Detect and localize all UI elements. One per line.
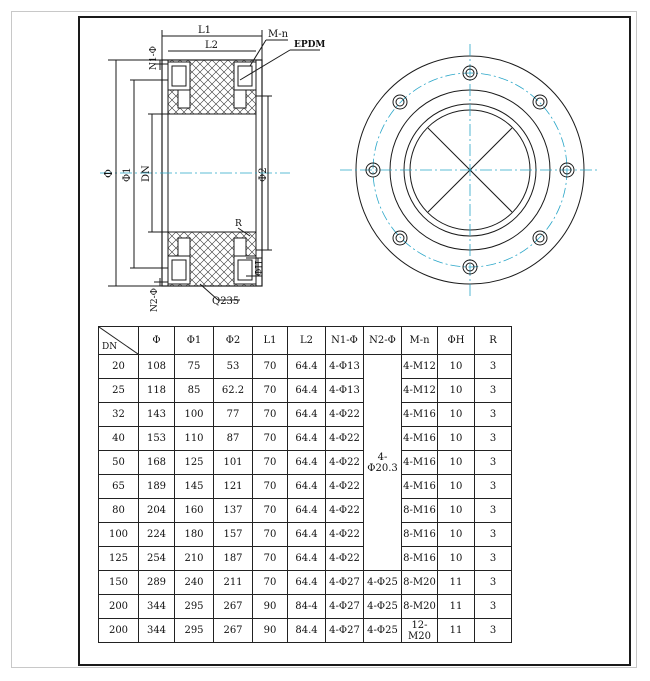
- table-cell: 4-Φ27: [326, 619, 364, 643]
- table-cell: 4-Φ22: [326, 475, 364, 499]
- table-cell: 12-M20: [402, 619, 438, 643]
- table-cell: 100: [175, 403, 214, 427]
- table-cell: 64.4: [288, 451, 326, 475]
- table-row: [99, 475, 512, 499]
- table-cell: 90: [253, 595, 288, 619]
- table-cell: 10: [438, 547, 475, 571]
- table-cell: 3: [475, 355, 512, 379]
- header-mn: M-n: [402, 327, 438, 355]
- table-cell: 200: [99, 619, 139, 643]
- table-cell: 10: [438, 523, 475, 547]
- label-l2: L2: [205, 40, 219, 51]
- spec-table: [98, 326, 512, 643]
- table-cell: 125: [175, 451, 214, 475]
- table-body: [99, 355, 512, 643]
- table-cell: 70: [253, 499, 288, 523]
- table-cell: 4-Φ13: [326, 355, 364, 379]
- label-l1: L1: [198, 25, 212, 36]
- table-cell: 10: [438, 403, 475, 427]
- label-phih: ΦH: [255, 260, 265, 276]
- table-cell: 3: [475, 379, 512, 403]
- table-cell: 70: [253, 475, 288, 499]
- table-cell: 64.4: [288, 475, 326, 499]
- table-cell: 100: [99, 523, 139, 547]
- table-cell: 70: [253, 403, 288, 427]
- table-cell: 10: [438, 451, 475, 475]
- table-cell: 224: [139, 523, 175, 547]
- table-cell: 137: [214, 499, 253, 523]
- table-cell: 87: [214, 427, 253, 451]
- label-phi2: Φ2: [258, 167, 269, 182]
- table-cell: 3: [475, 403, 512, 427]
- table-cell: 4-M12: [402, 379, 438, 403]
- table-cell: 157: [214, 523, 253, 547]
- table-cell: 3: [475, 499, 512, 523]
- end-view: [340, 44, 600, 296]
- table-cell: 4-Φ22: [326, 427, 364, 451]
- table-cell: 189: [139, 475, 175, 499]
- table-cell: 200: [99, 595, 139, 619]
- table-cell: 4-Φ13: [326, 379, 364, 403]
- table-row: [99, 595, 512, 619]
- table-cell: 8-M20: [402, 595, 438, 619]
- header-phih: ΦH: [438, 327, 475, 355]
- table-cell: 64.4: [288, 427, 326, 451]
- header-phi1: Φ1: [175, 327, 214, 355]
- table-cell: 64.4: [288, 547, 326, 571]
- table-cell: 10: [438, 499, 475, 523]
- table-cell: 11: [438, 595, 475, 619]
- table-cell: 62.2: [214, 379, 253, 403]
- table-cell: 108: [139, 355, 175, 379]
- table-row: [99, 523, 512, 547]
- table-cell: 10: [438, 355, 475, 379]
- table-cell: 77: [214, 403, 253, 427]
- table-cell: 84-4: [288, 595, 326, 619]
- table-cell: 125: [99, 547, 139, 571]
- header-l1: L1: [253, 327, 288, 355]
- table-cell: 110: [175, 427, 214, 451]
- table-cell: 267: [214, 619, 253, 643]
- table-cell: 121: [214, 475, 253, 499]
- table-cell: 4-M16: [402, 451, 438, 475]
- table-cell: 4-Φ25: [364, 619, 402, 643]
- table-cell: 65: [99, 475, 139, 499]
- header-n1: N1-Φ: [326, 327, 364, 355]
- table-cell: 10: [438, 427, 475, 451]
- table-cell: 4-Φ22: [326, 403, 364, 427]
- table-cell: 70: [253, 547, 288, 571]
- table-cell: 8-M16: [402, 523, 438, 547]
- table-cell: 3: [475, 595, 512, 619]
- table-cell: 10: [438, 475, 475, 499]
- table-cell: 25: [99, 379, 139, 403]
- table-cell: 344: [139, 619, 175, 643]
- header-l2: L2: [288, 327, 326, 355]
- table-row: [99, 427, 512, 451]
- table-cell: 3: [475, 475, 512, 499]
- table-cell: 11: [438, 571, 475, 595]
- table-cell: 64.4: [288, 355, 326, 379]
- table-row: [99, 451, 512, 475]
- table-cell: 4-M16: [402, 427, 438, 451]
- table-cell: 210: [175, 547, 214, 571]
- table-cell: 64.4: [288, 403, 326, 427]
- table-cell: 267: [214, 595, 253, 619]
- table-cell: 8-M20: [402, 571, 438, 595]
- table-cell: 160: [175, 499, 214, 523]
- label-phi: Φ: [102, 168, 115, 178]
- label-phi1: Φ1: [122, 167, 133, 182]
- table-cell: 4-Φ27: [326, 595, 364, 619]
- table-cell: 3: [475, 427, 512, 451]
- table-cell: 187: [214, 547, 253, 571]
- table-row: [99, 571, 512, 595]
- table-cell: 4-M16: [402, 403, 438, 427]
- table-cell: 4-Φ25: [364, 571, 402, 595]
- table-cell: 4-M16: [402, 475, 438, 499]
- table-cell: 70: [253, 379, 288, 403]
- table-cell: 118: [139, 379, 175, 403]
- header-n2: N2-Φ: [364, 327, 402, 355]
- table-row: [99, 355, 512, 379]
- table-cell: 50: [99, 451, 139, 475]
- table-cell: 3: [475, 571, 512, 595]
- table-cell: 344: [139, 595, 175, 619]
- table-cell: 10: [438, 379, 475, 403]
- table-cell: 295: [175, 619, 214, 643]
- table-cell: 3: [475, 451, 512, 475]
- label-epdm: EPDM: [294, 40, 326, 50]
- table-cell: 64.4: [288, 379, 326, 403]
- table-cell: 240: [175, 571, 214, 595]
- table-cell: 4-M12: [402, 355, 438, 379]
- table-cell: 75: [175, 355, 214, 379]
- label-dn: DN: [141, 165, 152, 182]
- table-cell: 80: [99, 499, 139, 523]
- label-mn: M-n: [268, 29, 289, 40]
- table-cell: 143: [139, 403, 175, 427]
- table-cell: 85: [175, 379, 214, 403]
- table-cell: 70: [253, 427, 288, 451]
- table-cell: 168: [139, 451, 175, 475]
- table-cell: 4-Φ22: [326, 523, 364, 547]
- table-cell: 70: [253, 571, 288, 595]
- table-cell: 53: [214, 355, 253, 379]
- table-row: [99, 379, 512, 403]
- table-cell: 4-Φ27: [326, 571, 364, 595]
- table-cell: 64.4: [288, 571, 326, 595]
- table-cell: 101: [214, 451, 253, 475]
- table-cell: 289: [139, 571, 175, 595]
- table-cell: 32: [99, 403, 139, 427]
- header-dn: DN: [99, 327, 139, 355]
- table-cell: 4-Φ22: [326, 499, 364, 523]
- table-cell: 20: [99, 355, 139, 379]
- table-cell: 153: [139, 427, 175, 451]
- header-r: R: [475, 327, 512, 355]
- table-cell: 4-Φ25: [364, 595, 402, 619]
- table-cell: 70: [253, 355, 288, 379]
- table-cell: 145: [175, 475, 214, 499]
- table-row: [99, 499, 512, 523]
- table-cell: 3: [475, 523, 512, 547]
- table-cell: 4-Φ22: [326, 547, 364, 571]
- table-cell: 295: [175, 595, 214, 619]
- label-r: R: [235, 219, 242, 229]
- table-cell: 4-Φ22: [326, 451, 364, 475]
- table-cell: 40: [99, 427, 139, 451]
- table-cell: 254: [139, 547, 175, 571]
- table-cell: 204: [139, 499, 175, 523]
- table-cell: 180: [175, 523, 214, 547]
- table-cell: 64.4: [288, 523, 326, 547]
- table-header-row: [99, 327, 512, 355]
- header-phi2: Φ2: [214, 327, 253, 355]
- table-row: [99, 547, 512, 571]
- header-phi: Φ: [139, 327, 175, 355]
- table-row: [99, 403, 512, 427]
- table-cell: 90: [253, 619, 288, 643]
- label-n1: N1-Φ: [149, 45, 159, 70]
- table-cell: 70: [253, 523, 288, 547]
- table-row: [99, 619, 512, 643]
- table-cell: 3: [475, 619, 512, 643]
- table-cell: 70: [253, 451, 288, 475]
- label-n2: N2-Φ: [150, 287, 160, 312]
- table-cell: 8-M16: [402, 547, 438, 571]
- table-cell: 64.4: [288, 499, 326, 523]
- section-view: [100, 30, 320, 300]
- table-cell: 211: [214, 571, 253, 595]
- label-q235: Q235: [212, 296, 240, 307]
- table-cell: 150: [99, 571, 139, 595]
- table-cell: 11: [438, 619, 475, 643]
- table-cell: 3: [475, 547, 512, 571]
- table-cell: 8-M16: [402, 499, 438, 523]
- table-cell: 84.4: [288, 619, 326, 643]
- table-cell-n2-merged: 4-Φ20.3: [364, 355, 402, 571]
